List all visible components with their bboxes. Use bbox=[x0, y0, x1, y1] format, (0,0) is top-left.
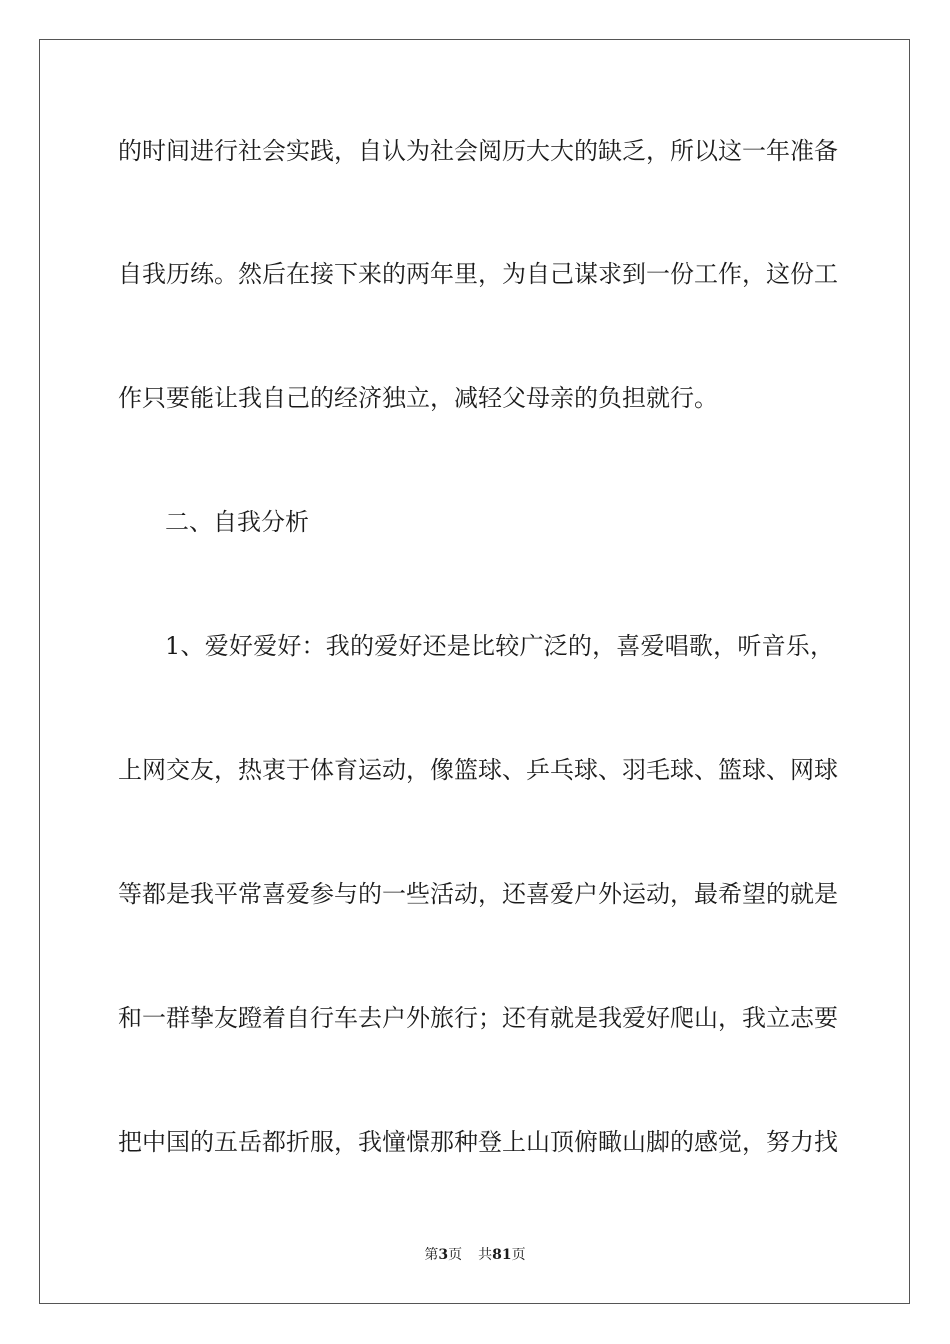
total-pages: 81 bbox=[492, 1247, 512, 1263]
body-text-line-6: 上网交友，热衷于体育运动，像篮球、乒乓球、羽毛球、篮球、网球 bbox=[118, 756, 838, 784]
body-text-line-3: 作只要能让我自己的经济独立，减轻父母亲的负担就行。 bbox=[118, 384, 718, 412]
page-number: 3 bbox=[438, 1247, 449, 1263]
body-text-line-5: 1、爱好爱好：我的爱好还是比较广泛的，喜爱唱歌，听音乐， bbox=[165, 632, 834, 660]
body-text-line-2: 自我历练。然后在接下来的两年里，为自己谋求到一份工作，这份工 bbox=[118, 260, 838, 288]
page-footer bbox=[0, 1246, 950, 1264]
body-text-line-9: 把中国的五岳都折服，我憧憬那种登上山顶俯瞰山脚的感觉，努力找 bbox=[118, 1128, 838, 1156]
body-text-line-8: 和一群挚友蹬着自行车去户外旅行；还有就是我爱好爬山，我立志要 bbox=[118, 1004, 838, 1032]
body-text-line-1: 的时间进行社会实践，自认为社会阅历大大的缺乏，所以这一年准备 bbox=[118, 137, 838, 165]
total-suffix: 页 bbox=[511, 1247, 526, 1263]
section-heading: 二、自我分析 bbox=[165, 508, 309, 536]
total-prefix: 共 bbox=[478, 1247, 493, 1263]
page-border bbox=[39, 39, 910, 1304]
body-text-line-7: 等都是我平常喜爱参与的一些活动，还喜爱户外运动，最希望的就是 bbox=[118, 880, 838, 908]
page-suffix: 页 bbox=[448, 1247, 463, 1263]
page-prefix: 第 bbox=[424, 1247, 439, 1263]
